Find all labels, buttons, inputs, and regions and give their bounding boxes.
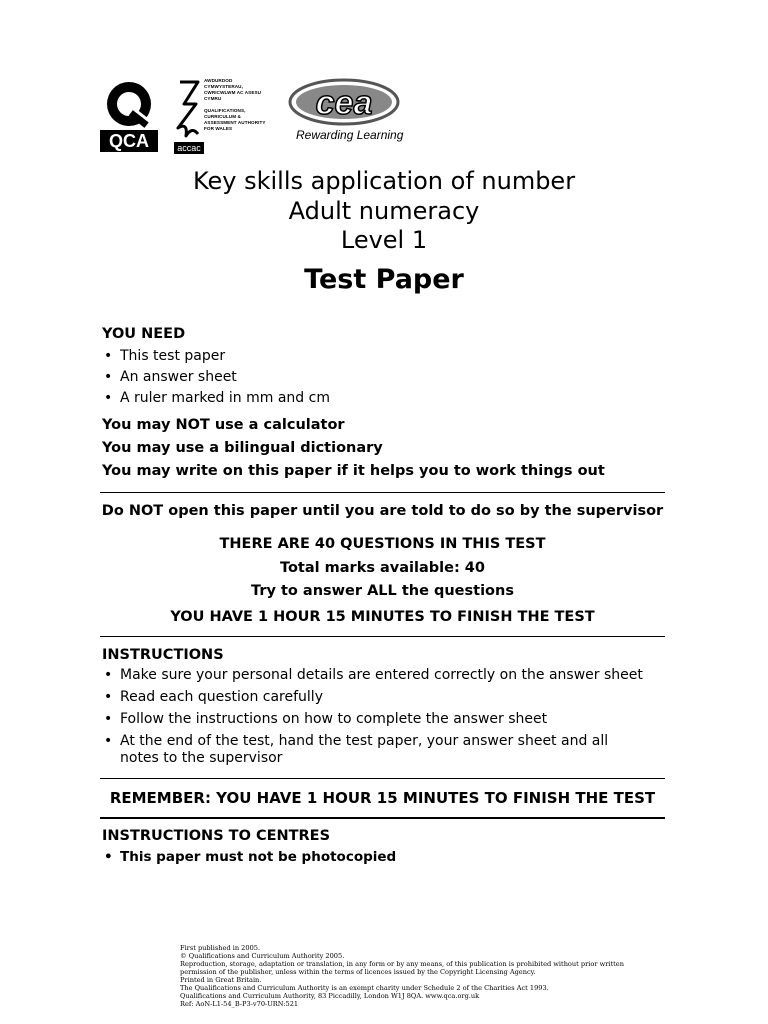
accac-text-line: CYMWYSTERAU, bbox=[204, 84, 243, 89]
footer-line: First published in 2005. bbox=[180, 944, 261, 952]
title-line-3: Level 1 bbox=[340, 226, 428, 254]
marks-available: Total marks available: 40 bbox=[280, 560, 485, 576]
centres-section bbox=[102, 826, 664, 866]
centres-heading: INSTRUCTIONS TO CENTRES bbox=[102, 828, 331, 844]
list-item: • Read each question carefully bbox=[102, 689, 664, 706]
instructions-section bbox=[102, 645, 664, 767]
cea-logo-tagline: Rewarding Learning bbox=[296, 128, 404, 142]
do-not-open-notice: Do NOT open this paper until you are told to do so by the supervisor bbox=[101, 503, 664, 519]
footer-line: Reproduction, storage, adaptation or translation, in any form or by any means, of this publication is prohibited without prior written permission of the publisher, unless within the terms of licences issued by the Copyright Licensing Agency. bbox=[180, 960, 624, 976]
rule-line: You may NOT use a calculator bbox=[102, 417, 345, 433]
you-need-heading: YOU NEED bbox=[102, 326, 186, 342]
footer-line: © Qualifications and Curriculum Authority 2005. bbox=[180, 952, 345, 960]
accac-text-line: CURRICULUM & bbox=[204, 114, 241, 119]
you-need-section bbox=[102, 324, 664, 409]
footer-line: The Qualifications and Curriculum Authority is an exempt charity under Schedule 2 of the Charities Act 1993. bbox=[180, 984, 549, 992]
accac-text-line: CYMRU bbox=[204, 96, 222, 101]
accac-text-line: AWDURDOD bbox=[204, 78, 233, 83]
try-answer-all: Try to answer ALL the questions bbox=[251, 583, 514, 599]
accac-text-line: ASSESSMENT AUTHORITY bbox=[204, 120, 266, 125]
logo-strip bbox=[100, 76, 420, 156]
remember-notice: REMEMBER: YOU HAVE 1 HOUR 15 MINUTES TO FINISH THE TEST bbox=[109, 789, 656, 807]
list-item: • This paper must not be photocopied bbox=[102, 849, 664, 866]
cea-logo bbox=[286, 76, 402, 146]
you-need-list bbox=[102, 346, 664, 409]
accac-logo-word: accac bbox=[174, 142, 204, 154]
divider bbox=[100, 817, 665, 819]
page-title: Test Paper bbox=[304, 264, 464, 295]
divider bbox=[100, 778, 665, 779]
list-item: • This test paper bbox=[102, 346, 664, 367]
list-item: • Make sure your personal details are entered correctly on the answer sheet bbox=[102, 667, 664, 684]
list-item: • Follow the instructions on how to complete the answer sheet bbox=[102, 711, 664, 728]
divider bbox=[100, 492, 665, 493]
qca-logo-word: QCA bbox=[100, 130, 158, 152]
svg-text:cea: cea bbox=[315, 84, 373, 122]
footer-line: Ref: AoN-L1-54_B-P3-v70-URN:521 bbox=[180, 1000, 299, 1008]
accac-logo-text bbox=[204, 78, 284, 132]
rule-line: You may use a bilingual dictionary bbox=[102, 440, 383, 456]
footer-line: Qualifications and Curriculum Authority, 83 Piccadilly, London W1J 8QA. www.qca.org.uk bbox=[180, 992, 480, 1000]
accac-logo-icon bbox=[174, 78, 204, 142]
list-item: • At the end of the test, hand the test paper, your answer sheet and all notes to the supervisor bbox=[102, 733, 620, 767]
title-line-2: Adult numeracy bbox=[288, 197, 480, 225]
divider bbox=[100, 636, 665, 637]
list-item: • A ruler marked in mm and cm bbox=[102, 388, 664, 409]
accac-text-line: FOR WALES bbox=[204, 126, 233, 131]
cea-logo-icon bbox=[286, 76, 402, 128]
qca-logo-icon bbox=[100, 80, 158, 130]
rules-section bbox=[102, 414, 664, 483]
question-count: THERE ARE 40 QUESTIONS IN THIS TEST bbox=[219, 536, 546, 552]
accac-logo bbox=[174, 78, 284, 154]
instructions-list bbox=[102, 667, 664, 767]
list-item: • An answer sheet bbox=[102, 367, 664, 388]
rule-line: You may write on this paper if it helps you to work things out bbox=[102, 463, 605, 479]
qca-logo bbox=[100, 80, 158, 152]
time-notice: YOU HAVE 1 HOUR 15 MINUTES TO FINISH THE TEST bbox=[170, 609, 595, 625]
instructions-heading: INSTRUCTIONS bbox=[102, 647, 224, 663]
copyright-footer bbox=[180, 944, 660, 1008]
title-line-1: Key skills application of number bbox=[192, 167, 576, 195]
accac-text-line: CWRICWLWM AC ASESU bbox=[204, 90, 262, 95]
accac-text-line: QUALIFICATIONS, bbox=[204, 108, 246, 113]
centres-list bbox=[102, 849, 664, 866]
footer-line: Printed in Great Britain. bbox=[180, 976, 262, 984]
